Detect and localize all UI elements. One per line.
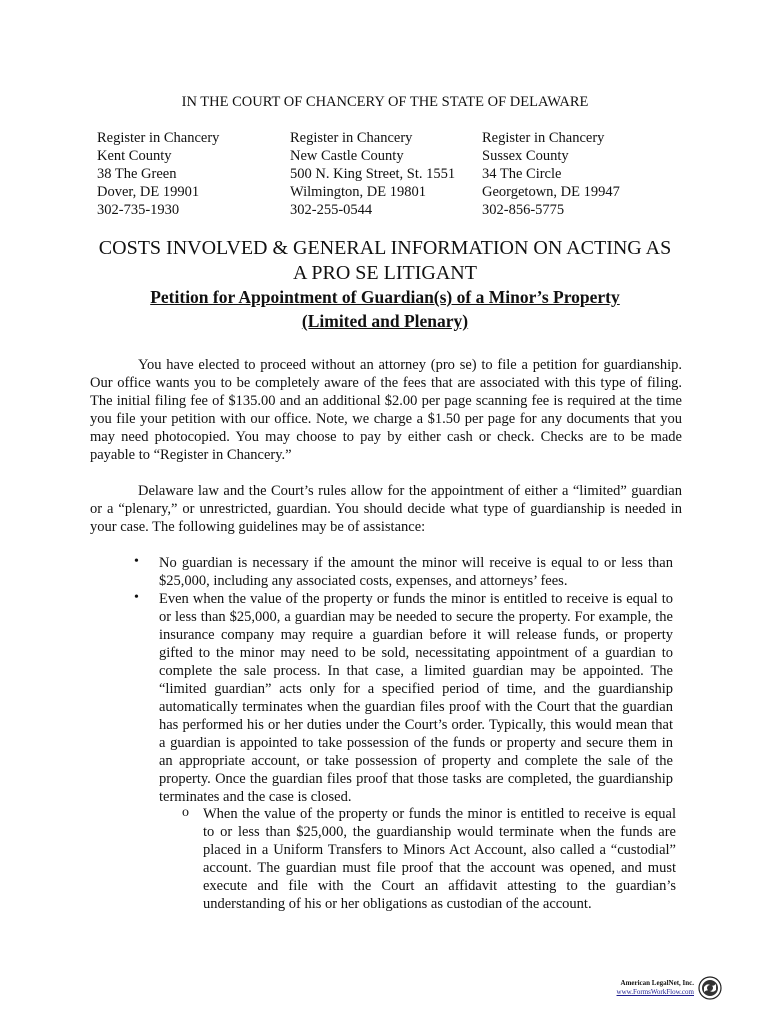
office-city: Georgetown, DE 19947 (482, 184, 620, 200)
footer-company: American LegalNet, Inc. (620, 979, 694, 987)
office-title: Register in Chancery (97, 130, 220, 146)
american-legalnet-logo-icon (698, 976, 722, 1000)
footer-branding (600, 975, 726, 1003)
document-title (60, 236, 710, 286)
paragraph-guardianship-types: Delaware law and the Court’s rules allow for the appointment of either a “limited” guardian or a “plenary,” or unrestricted, guardian. You should decide what type of guardianship is needed in your case. The following guidelines may be of assistance: (90, 483, 682, 535)
court-title: IN THE COURT OF CHANCERY OF THE STATE OF DELAWARE (181, 94, 589, 110)
bullet-limited-guardian: Even when the value of the property or funds the minor is entitled to receive is equal to or less than $25,000, a guardian may be needed to secure the property. For example, the insurance company may require a guardian before it will release funds, or property gifted to the minor may need to be sold, necessitating appointment of a guardian to complete the sale process. In that case, a limited guardian may be appointed. The “limited guardian” acts only for a specified period of time, and the guardianship automatically terminates when the guardian files proof with the Court that the guardian has performed his or her duties under the Court’s order. Typically, this would mean that a guardian is appointed to take possession of the funds or property and secure them in an appropriate account, or take possession of property and complete the sale of the property. Once the guardian files proof that those tasks are completed, the guardianship terminates and the case is closed. (159, 591, 673, 805)
bullet-marker: • (134, 554, 139, 569)
paragraph-fees: You have elected to proceed without an attorney (pro se) to file a petition for guardianship. Our office wants you to be completely aware of the fees that are associated with this type of filing. The initial filing fee of $135.00 and an additional $2.00 per page scanning fee is required at the time you file your petition with our office. Note, we charge a $1.50 per page for any documents that you may need photocopied. You may choose to pay by either cash or check. Checks are to be made payable to “Register in Chancery.” (90, 357, 682, 463)
office-title: Register in Chancery (482, 130, 605, 146)
sub-bullet-marker: o (182, 805, 189, 820)
subtitle-line-2: (Limited and Plenary) (301, 311, 469, 331)
sub-bullet-custodial-account: When the value of the property or funds the minor is entitled to receive is equal to or less than $25,000, the guardianship would terminate when the funds are placed in a Uniform Transfers to Minors Act Account, also called a “custodial” account. The guardian must file proof that the account was opened, and must execute and file with the Court an affidavit attesting to the guardian’s understanding of his or her obligations as custodian of the account. (203, 806, 676, 912)
office-phone: 302-735-1930 (97, 202, 180, 218)
footer-text (606, 979, 694, 997)
office-title: Register in Chancery (290, 130, 413, 146)
office-county: New Castle County (290, 148, 404, 164)
title-line-2: A PRO SE LITIGANT (293, 262, 477, 284)
office-county: Kent County (97, 148, 172, 164)
office-new-castle (290, 129, 455, 219)
footer-link[interactable]: www.FormsWorkFlow.com (616, 988, 694, 996)
office-street: 500 N. King Street, St. 1551 (290, 166, 456, 182)
title-line-1: COSTS INVOLVED & GENERAL INFORMATION ON ACTING AS (98, 237, 672, 259)
office-city: Dover, DE 19901 (97, 184, 200, 200)
office-kent (97, 129, 219, 219)
office-sussex (482, 129, 620, 219)
office-county: Sussex County (482, 148, 569, 164)
office-phone: 302-255-0544 (290, 202, 373, 218)
office-city: Wilmington, DE 19801 (290, 184, 426, 200)
bullet-marker: • (134, 590, 139, 605)
bullet-no-guardian: No guardian is necessary if the amount the minor will receive is equal to or less than $25,000, including any associated costs, expenses, and attorneys’ fees. (159, 555, 673, 589)
office-street: 38 The Green (97, 166, 177, 182)
document-subtitle (60, 285, 710, 333)
office-phone: 302-856-5775 (482, 202, 565, 218)
office-street: 34 The Circle (482, 166, 562, 182)
subtitle-line-1: Petition for Appointment of Guardian(s) of a Minor’s Property (150, 287, 620, 307)
